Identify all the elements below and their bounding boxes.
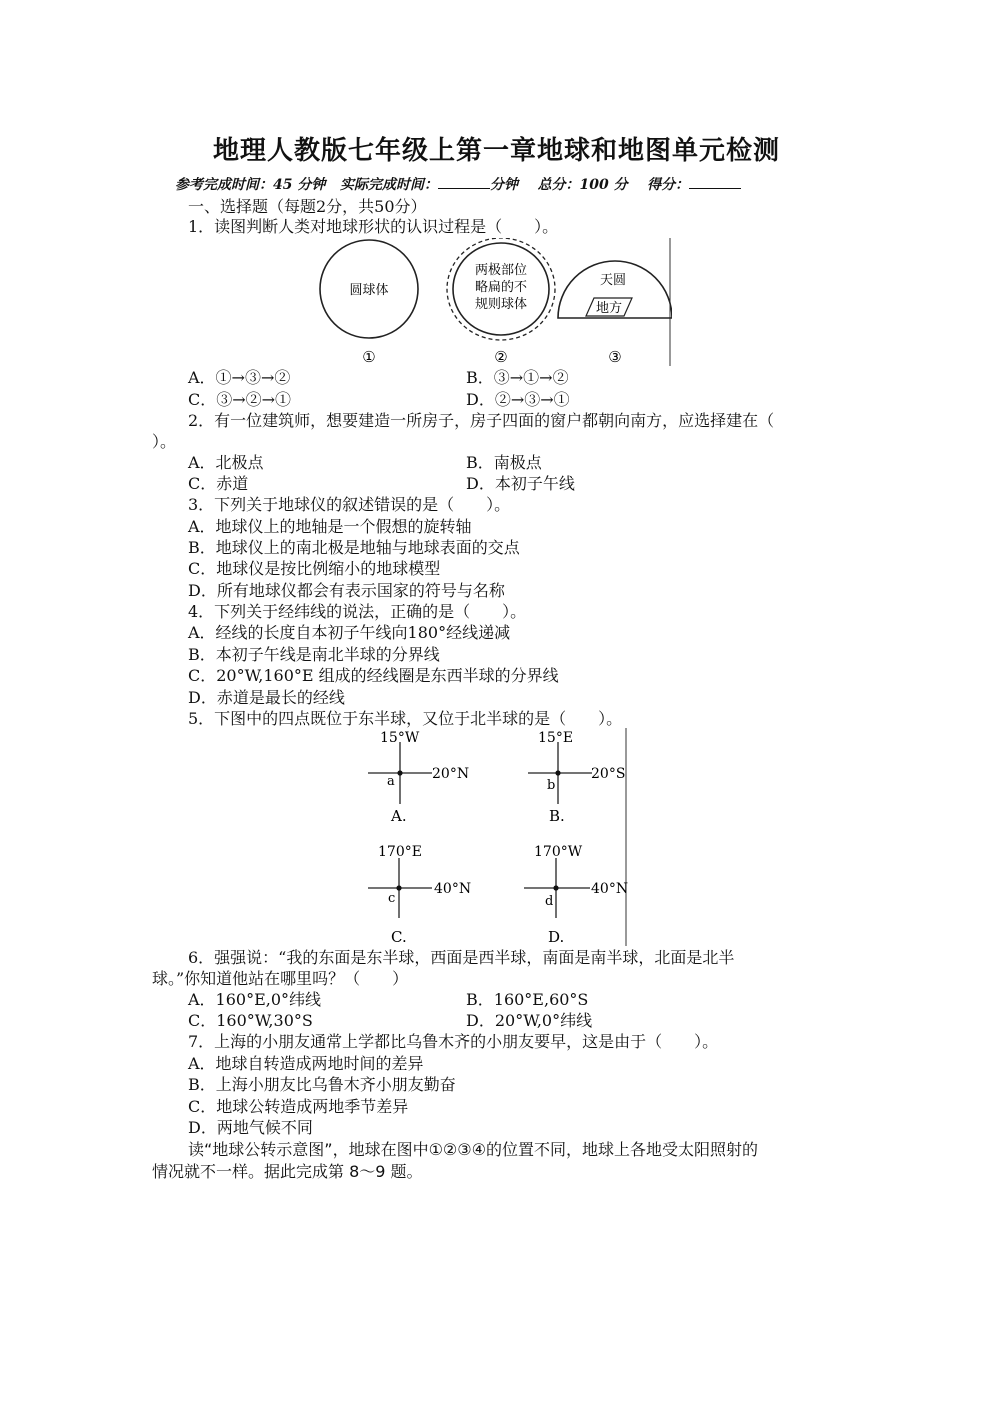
q2-stem-line2: ）。	[152, 432, 177, 451]
a-lat-label: 20°N	[432, 766, 470, 782]
q1-stem: 1．读图判断人类对地球形状的认识过程是（ ）。	[188, 217, 559, 236]
q1-figure	[318, 238, 672, 366]
q6-stem-line2: 球。”你知道他站在哪里吗？（ ）	[152, 969, 409, 988]
q2-option-b: B．南极点	[466, 453, 542, 472]
b-caption: B.	[549, 807, 565, 825]
b-lat-label: 20°S	[591, 766, 626, 782]
point-marker	[397, 770, 402, 775]
q6-option-b: B．160°E,60°S	[466, 990, 589, 1009]
q5-figure	[362, 728, 628, 946]
q6-option-d: D．20°W,0°纬线	[466, 1011, 593, 1030]
actual-time-label: 实际完成时间：	[339, 177, 438, 193]
c-lat-label: 40°N	[434, 881, 472, 897]
q6-option-a: A．160°E,0°纬线	[188, 990, 322, 1009]
q2-option-d: D．本初子午线	[466, 474, 575, 493]
a-point-label: a	[387, 774, 395, 789]
figure-num-2: ②	[494, 348, 508, 366]
figure-num-3: ③	[608, 348, 622, 366]
q7-option-c: C．地球公转造成两地季节差异	[188, 1097, 409, 1116]
q3-option-b: B．地球仪上的南北极是地轴与地球表面的交点	[188, 538, 520, 557]
a-lon-label: 15°W	[380, 730, 420, 746]
q4-option-c: C．20°W,160°E 组成的经线圈是东西半球的分界线	[188, 666, 559, 685]
q7-option-b: B．上海小朋友比乌鲁木齐小朋友勤奋	[188, 1075, 456, 1094]
actual-time-blank	[438, 174, 490, 189]
dome-top-label: 天圆	[599, 273, 627, 288]
d-lat-label: 40°N	[591, 881, 628, 897]
figure-num-1: ①	[362, 348, 376, 366]
circle2-line1: 两极部位	[474, 263, 528, 278]
q3-option-d: D．所有地球仪都会有表示国家的符号与名称	[188, 581, 505, 600]
point-marker	[553, 885, 558, 890]
circle2-line2: 略扁的不	[474, 280, 528, 295]
q7-stem: 7．上海的小朋友通常上学都比乌鲁木齐的小朋友要早，这是由于（ ）。	[188, 1032, 719, 1051]
grid-b	[528, 730, 625, 825]
q3-option-c: C．地球仪是按比例缩小的地球模型	[188, 559, 441, 578]
actual-time-unit: 分钟	[489, 177, 518, 193]
point-marker	[555, 770, 560, 775]
q7-option-d: D．两地气候不同	[188, 1118, 313, 1137]
c-point-label: c	[388, 891, 396, 906]
q1-option-c: C．③→②→①	[188, 390, 292, 409]
q1-option-b: B．③→①→②	[466, 368, 569, 387]
d-lon-label: 170°W	[534, 844, 583, 860]
c-lon-label: 170°E	[378, 844, 422, 860]
circle2-line3: 规则球体	[474, 297, 528, 312]
circle1-label: 圆球体	[349, 283, 389, 298]
score-blank	[689, 174, 741, 189]
section-heading: 一、选择题（每题2分，共50分）	[188, 197, 427, 216]
d-point-label: d	[545, 894, 554, 909]
q6-stem-line1: 6．强强说：“我的东面是东半球，西面是西半球，南面是南半球，北面是北半	[188, 948, 735, 967]
page-title: 地理人教版七年级上第一章地球和地图单元检测	[212, 136, 780, 166]
q6-option-c: C．160°W,30°S	[188, 1011, 313, 1030]
q4-stem: 4．下列关于经纬线的说法，正确的是（ ）。	[188, 602, 527, 621]
reading-passage-line2: 情况就不一样。据此完成第 8～9 题。	[152, 1162, 423, 1181]
q5-stem: 5．下图中的四点既位于东半球，又位于北半球的是（ ）。	[188, 709, 623, 728]
b-point-label: b	[547, 778, 556, 793]
q4-option-a: A．经线的长度自本初子午线向180°经线递减	[188, 623, 511, 642]
q2-option-a: A．北极点	[188, 453, 264, 472]
q1-option-d: D．②→③→①	[466, 390, 570, 409]
q1-option-a: A．①→③→②	[188, 368, 291, 387]
exam-meta	[175, 174, 741, 194]
a-caption: A.	[391, 807, 407, 825]
b-lon-label: 15°E	[538, 730, 574, 746]
q4-option-d: D．赤道是最长的经线	[188, 688, 345, 707]
q3-stem: 3．下列关于地球仪的叙述错误的是（ ）。	[188, 495, 511, 514]
dome-bottom-label: 地方	[595, 301, 623, 316]
q4-option-b: B．本初子午线是南北半球的分界线	[188, 645, 440, 664]
q7-option-a: A．地球自转造成两地时间的差异	[188, 1054, 424, 1073]
grid-d	[524, 844, 628, 946]
reading-passage-line1: 读“地球公转示意图”，地球在图中①②③④的位置不同，地球上各地受太阳照射的	[188, 1140, 758, 1159]
grid-a	[368, 730, 469, 825]
c-caption: C.	[391, 928, 407, 946]
d-caption: D.	[548, 928, 565, 946]
q2-stem-line1: 2．有一位建筑师，想要建造一所房子，房子四面的窗户都朝向南方，应选择建在（	[188, 411, 775, 430]
score-label: 得分：	[647, 177, 690, 193]
q2-option-c: C．赤道	[188, 474, 249, 493]
total-score: 总分：100 分	[537, 177, 628, 193]
grid-c	[368, 844, 471, 946]
point-marker	[396, 885, 401, 890]
q3-option-a: A．地球仪上的地轴是一个假想的旋转轴	[188, 517, 472, 536]
ref-time: 参考完成时间：45 分钟	[175, 177, 326, 193]
